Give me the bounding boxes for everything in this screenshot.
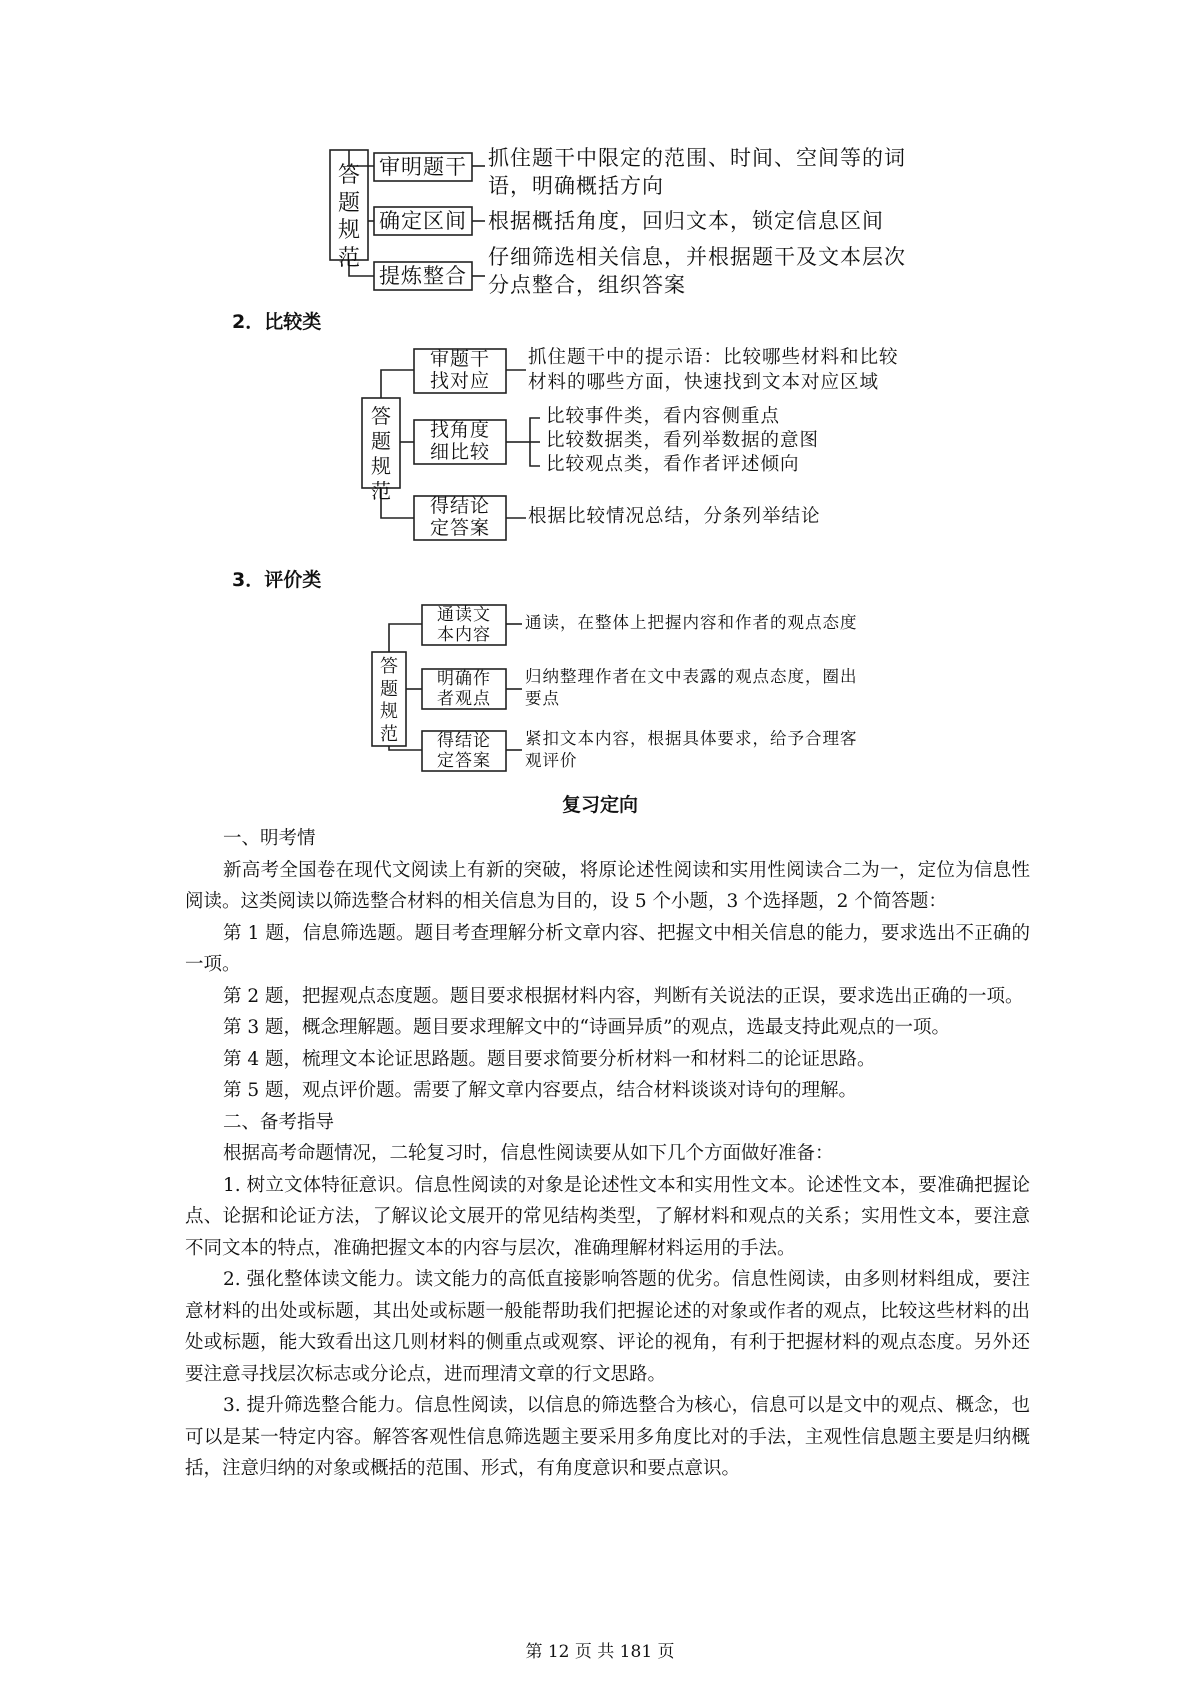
review-paragraph: 第 4 题，梳理文本论证思路题。题目要求简要分析材料一和材料二的论证思路。 [223,1048,876,1070]
review-paragraph: 根据高考命题情况，二轮复习时，信息性阅读要从如下几个方面做好准备： [223,1143,834,1164]
diagram3-box-2-line-2: 者观点 [437,688,491,709]
diagram3-box-3-line-2: 定答案 [437,750,491,771]
diagram3-box-3-line-1: 得结论 [437,731,491,751]
review-paragraph: 1. 树立文体特征意识。信息性阅读的对象是论述性文本和实用性文本。论述性文本，要准确把握论点、论据和论证方法，了解议论文展开的常见结构类型，了解材料和观点的关系；实用性文本，要注意不同文本的特点，准确把握文本的内容与层次，准确理解材料运用的手法。 [185,1174,1030,1259]
diagram3-connector-1 [389,624,422,652]
diagram2-box-2-line-1: 找角度 [429,419,490,441]
diagram3-desc-2-line-1: 归纳整理作者在文中表露的观点态度，圈出 [525,667,858,686]
diagram3-box-1-label [422,606,506,645]
diagram1-root-label: 答题规范 [337,163,360,271]
diagram1-box-1-label: 审明题干 [379,155,467,179]
diagram3-desc-2 [525,666,858,711]
diagram3-desc-3-line-2: 观评价 [525,751,578,771]
diagram1-box-3-label: 提炼整合 [379,264,467,288]
diagram3-box-2-line-1: 明确作 [437,669,491,689]
diagram1-desc-1-line-2: 语，明确概括方向 [488,174,664,199]
review-paragraph: 第 2 题，把握观点态度题。题目要求根据材料内容，判断有关说法的正误，要求选出正确的一项。 [223,985,1024,1007]
review-paragraph: 新高考全国卷在现代文阅读上有新的突破，将原论述性阅读和实用性阅读合二为一，定位为信息性阅读。这类阅读以筛选整合材料的相关信息为目的，设 5 个小题，3 个选择题，2 个简答题： [185,859,1030,912]
review-heading-2: 二、备考指导 [223,1111,335,1133]
diagram2-box-3-line-1: 得结论 [429,495,490,517]
diagram2-box-1-line-2: 找对应 [429,369,490,392]
diagram2-root-label: 答题规范 [371,404,391,503]
diagram3-desc-3-line-1: 紧扣文本内容，根据具体要求，给予合理客 [525,729,858,748]
diagram1-desc-1-line-1: 抓住题干中限定的范围、时间、空间等的词 [488,146,906,170]
diagram1-box-2-label: 确定区间 [379,209,467,233]
diagram3-desc-3 [525,728,858,773]
section-heading-compare: 2．比较类 [232,311,322,333]
review-body [185,823,1030,1485]
diagram3-box-1-line-2: 本内容 [437,624,491,645]
page-footer: 第 12 页 共 181 页 [525,1642,675,1662]
diagram3-box-3-label [422,732,506,771]
review-paragraph: 第 3 题，概念理解题。题目要求理解文中的“诗画异质”的观点，选最支持此观点的一项。 [223,1017,950,1038]
diagram1-desc-3-line-2: 分点整合，组织答案 [488,273,686,298]
diagram3-desc-2-line-2: 要点 [525,689,560,709]
diagram1-desc-2: 根据概括角度，回归文本，锁定信息区间 [488,209,884,233]
diagram2-box-1-line-1: 审题干 [429,348,490,370]
review-paragraph: 第 5 题，观点评价题。需要了解文章内容要点，结合材料谈谈对诗句的理解。 [223,1080,858,1101]
diagram3-box-1-line-1: 通读文 [437,605,491,625]
review-paragraph: 3. 提升筛选整合能力。信息性阅读，以信息的筛选整合为核心，信息可以是文中的观点、概念，也可以是某一特定内容。解答客观性信息筛选题主要采用多角度比对的手法，主观性信息题主要是归纳概括，注意归纳的对象或概括的范围、形式，有角度意识和要点意识。 [185,1395,1030,1479]
review-paragraph: 2. 强化整体读文能力。读文能力的高低直接影响答题的优劣。信息性阅读，由多则材料组成，要注意材料的出处或标题，其出处或标题一般能帮助我们把握论述的对象或作者的观点，比较这些材料的出处或标题，能大致看出这几则材料的侧重点或观察、评论的视角，有利于把握材料的观点态度。另外还要注意寻找层次标志或分论点，进而理清文章的行文思路。 [185,1269,1030,1385]
diagram3-box-2-label [422,670,506,709]
diagram3-root-label: 答题规范 [380,656,398,745]
review-heading-1: 一、明考情 [223,828,316,849]
diagram3-desc-1: 通读，在整体上把握内容和作者的观点态度 [525,613,858,632]
review-paragraph: 第 1 题，信息筛选题。题目考查理解分析文章内容、把握文中相关信息的能力，要求选出不正确的一项。 [185,922,1030,975]
diagram2-sub-2: 比较数据类，看列举数据的意图 [546,430,820,451]
diagram2-box-3-line-2: 定答案 [429,516,490,539]
diagram2-sub-3: 比较观点类，看作者评述倾向 [546,454,800,475]
diagram2-box-2-line-2: 细比较 [429,440,490,463]
diagram1-desc-3-line-1: 仔细筛选相关信息，并根据题干及文本层次 [488,245,906,269]
diagram2-desc-3: 根据比较情况总结，分条列举结论 [528,506,821,527]
review-title: 复习定向 [561,794,638,816]
diagram2-desc-1-line-1: 抓住题干中的提示语：比较哪些材料和比较 [528,347,899,368]
section-heading-evaluate: 3．评价类 [232,569,322,591]
diagram2-sub-1: 比较事件类，看内容侧重点 [546,406,781,427]
diagram2-desc-1-line-2: 材料的哪些方面，快速找到文本对应区域 [528,371,880,393]
